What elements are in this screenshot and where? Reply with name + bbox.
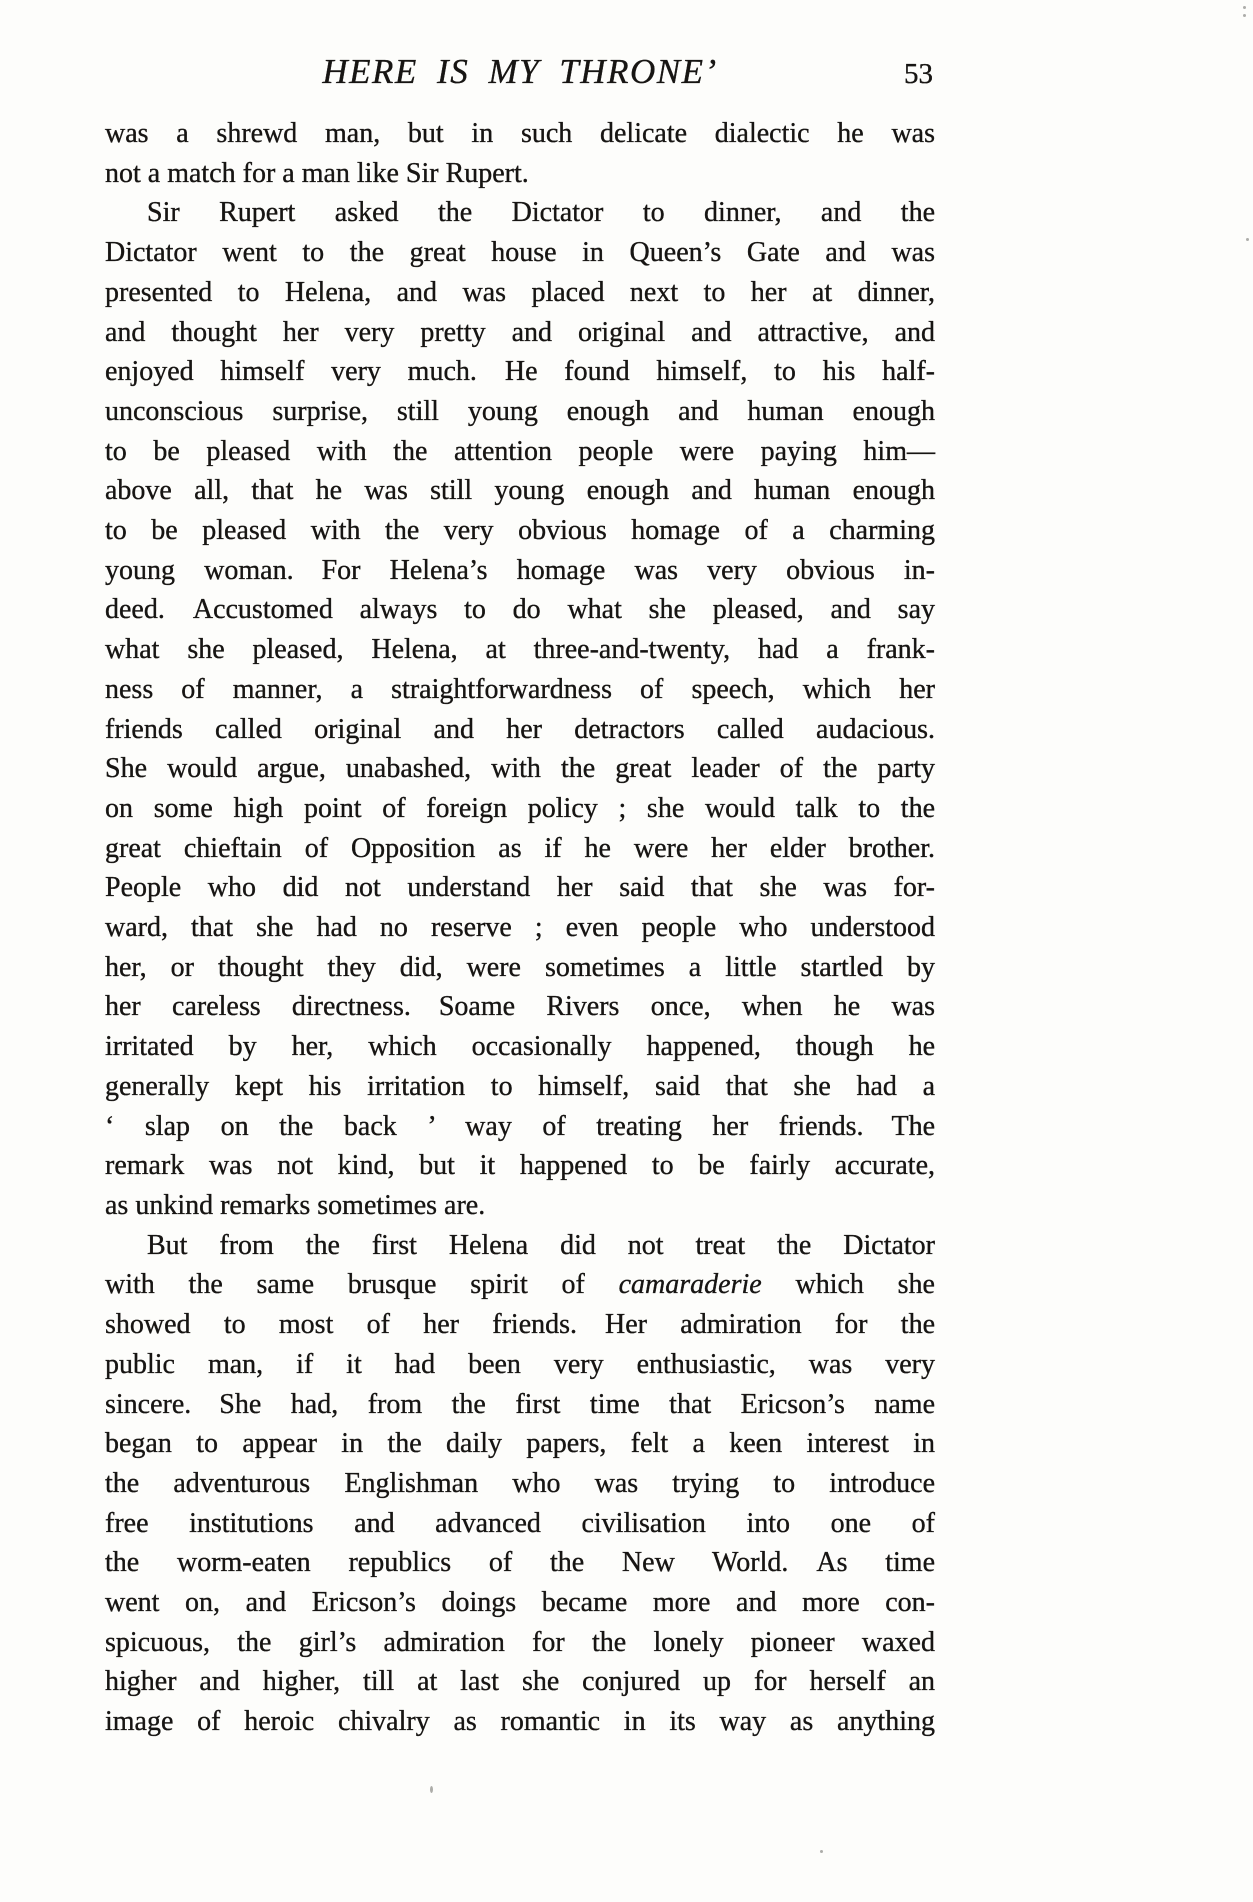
text-line: above all, that he was still young enough and human enough — [105, 475, 935, 507]
text-line: Dictator went to the great house in Queen’s Gate and was — [105, 237, 935, 269]
page-number: 53 — [904, 58, 933, 90]
text-line: free institutions and advanced civilisation into one of — [105, 1507, 935, 1539]
text-line: began to appear in the daily papers, felt a keen interest in — [105, 1428, 935, 1460]
text-line: great chieftain of Opposition as if he were her elder brother. — [105, 832, 935, 864]
text-line: sincere. She had, from the first time that Ericson’s name — [105, 1388, 935, 1420]
text-line: enjoyed himself very much. He found himself, to his half- — [105, 356, 935, 388]
text-line: presented to Helena, and was placed next to her at dinner, — [105, 276, 935, 308]
text-line: on some high point of foreign policy ; she would talk to the — [105, 792, 935, 824]
line-segment: which she — [795, 1269, 935, 1301]
text-line: to be pleased with the very obvious homage of a charming — [105, 515, 935, 547]
text-line: to be pleased with the attention people were paying him— — [105, 435, 935, 467]
text-line: Sir Rupert asked the Dictator to dinner, and the — [147, 197, 935, 229]
line-segment: with the same brusque spirit of — [105, 1269, 585, 1301]
running-head-title: HERE IS MY THRONE’ — [322, 52, 718, 91]
text-line: young woman. For Helena’s homage was very obvious in- — [105, 554, 935, 586]
text-line — [105, 1265, 935, 1305]
text-line: ness of manner, a straightforwardness of speech, which her — [105, 673, 935, 705]
text-line: spicuous, the girl’s admiration for the lonely pioneer waxed — [105, 1626, 935, 1658]
text-line: higher and higher, till at last she conjured up for herself an — [105, 1666, 935, 1698]
text-line: was a shrewd man, but in such delicate dialectic he was — [105, 118, 935, 149]
text-line: unconscious surprise, still young enough and human enough — [105, 395, 935, 427]
text-line: showed to most of her friends. Her admiration for the — [105, 1309, 935, 1341]
text-line: the adventurous Englishman who was trying to introduce — [105, 1467, 935, 1499]
text-line: deed. Accustomed always to do what she pleased, and say — [105, 594, 935, 626]
text-line: what she pleased, Helena, at three-and-twenty, had a frank- — [105, 634, 935, 666]
scan-speck — [1243, 14, 1246, 17]
running-head — [105, 52, 935, 96]
text-line: as unkind remarks sometimes are. — [105, 1189, 486, 1221]
scan-speck — [1246, 238, 1249, 241]
text-line: not a match for a man like Sir Rupert. — [105, 157, 529, 189]
text-line: image of heroic chivalry as romantic in its way as anything — [105, 1706, 935, 1738]
text-line: But from the first Helena did not treat the Dictator — [147, 1229, 935, 1261]
page-body — [105, 114, 935, 1742]
text-line: ‘ slap on the back ’ way of treating her friends. The — [105, 1110, 935, 1142]
italic-word: camaraderie — [584, 1269, 796, 1301]
text-line: friends called original and her detractors called audacious. — [105, 713, 935, 745]
text-line: went on, and Ericson’s doings became more and more con- — [105, 1587, 935, 1619]
scan-speck — [820, 1850, 823, 1853]
text-line: the worm-eaten republics of the New World. As time — [105, 1547, 935, 1579]
text-line: remark was not kind, but it happened to be fairly accurate, — [105, 1150, 935, 1182]
text-line: her careless directness. Soame Rivers once, when he was — [105, 991, 935, 1023]
scan-speck — [1243, 6, 1246, 9]
text-line: and thought her very pretty and original and attractive, and — [105, 316, 935, 348]
text-line: public man, if it had been very enthusiastic, was very — [105, 1348, 935, 1380]
text-line: She would argue, unabashed, with the great leader of the party — [105, 753, 935, 785]
text-line: irritated by her, which occasionally happened, though he — [105, 1031, 935, 1063]
text-line: generally kept his irritation to himself, said that she had a — [105, 1070, 935, 1102]
scan-speck — [430, 1786, 433, 1793]
text-line: People who did not understand her said that she was for- — [105, 872, 935, 904]
text-line: ward, that she had no reserve ; even people who understood — [105, 912, 935, 944]
text-line: her, or thought they did, were sometimes a little startled by — [105, 951, 935, 983]
